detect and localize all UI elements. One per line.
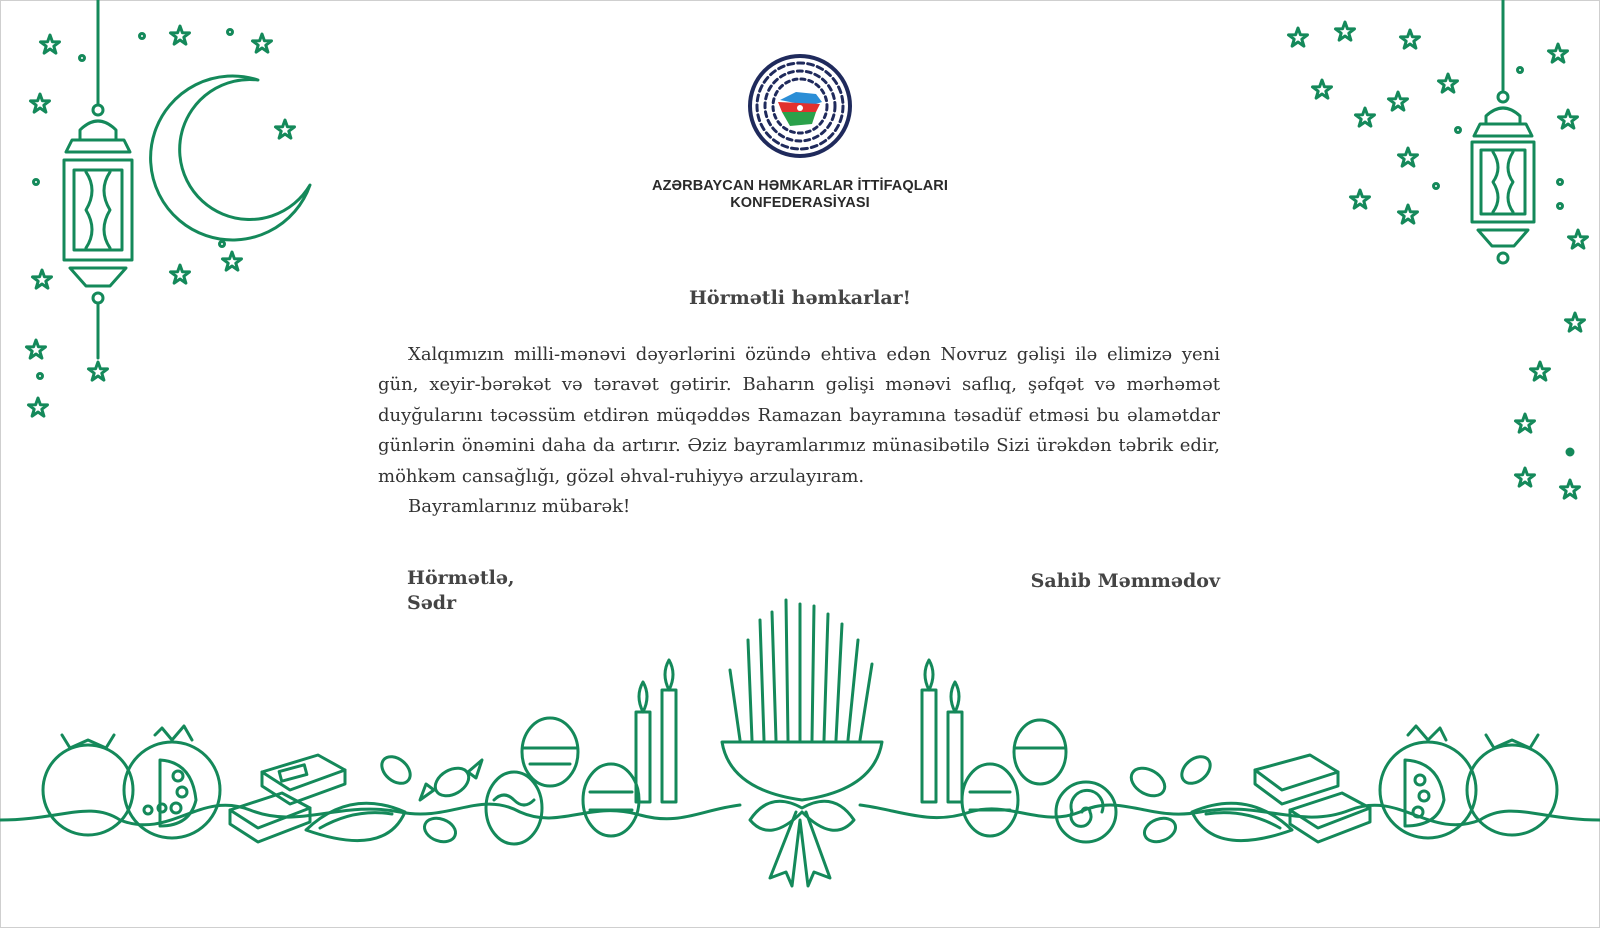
candle-icon [922, 660, 962, 802]
organization-name-line1: AZƏRBAYCAN HƏMKARLAR İTTİFAQLARI [652, 178, 948, 194]
painted-egg-icon [962, 720, 1116, 842]
organization-name-line2: KONFEDERASİYASI [730, 195, 870, 211]
crescent-moon-icon [151, 76, 310, 240]
baklava-icon [230, 755, 345, 842]
closing-respect: Hörmətlə, [407, 567, 515, 589]
star-icon-cluster-left [27, 26, 295, 416]
pomegranate-icon [1380, 726, 1557, 838]
candy-icon [377, 751, 482, 846]
signer-name: Sahib Məmmədov [1030, 570, 1220, 592]
semeni-icon [722, 600, 882, 886]
lantern-icon-left [64, 0, 132, 380]
painted-egg-icon [486, 718, 639, 844]
letter-paragraph: Xalqımızın milli-mənəvi dəyərlərini özündə ehtiva edən Novruz gəlişi ilə elimizə yeni gün, xeyir-bərəkət və təravət gətirir. Baharın gəlişi mənəvi saflıq, şəfqət və mərhəmət duyğularını təcəssüm etdirən müqəddəs Ramazan bayramına təsadüf etməsi bu əlamətdar günlərin önəmini daha da artırır. Əziz bayramlarımız münasibətilə Sizi ürəkdən təbrik edir, möhkəm cansağlığı, gözəl əhval-ruhiyyə arzulayıram. [378, 344, 1220, 487]
pomegranate-icon [43, 726, 220, 838]
letter-wish: Bayramlarınız mübarək! [408, 496, 631, 518]
letter-greeting: Hörmətli həmkarlar! [688, 287, 912, 309]
star-icon-cluster-right [1289, 22, 1588, 498]
lantern-icon-right [1472, 0, 1534, 263]
letter-closing [407, 566, 515, 616]
closing-title: Sədr [407, 592, 457, 614]
confederation-logo [750, 56, 850, 156]
letter-body [378, 340, 1220, 522]
baklava-icon [1255, 755, 1370, 842]
candle-icon [636, 660, 676, 802]
candy-icon [1126, 751, 1215, 846]
novruz-border [0, 600, 1600, 886]
